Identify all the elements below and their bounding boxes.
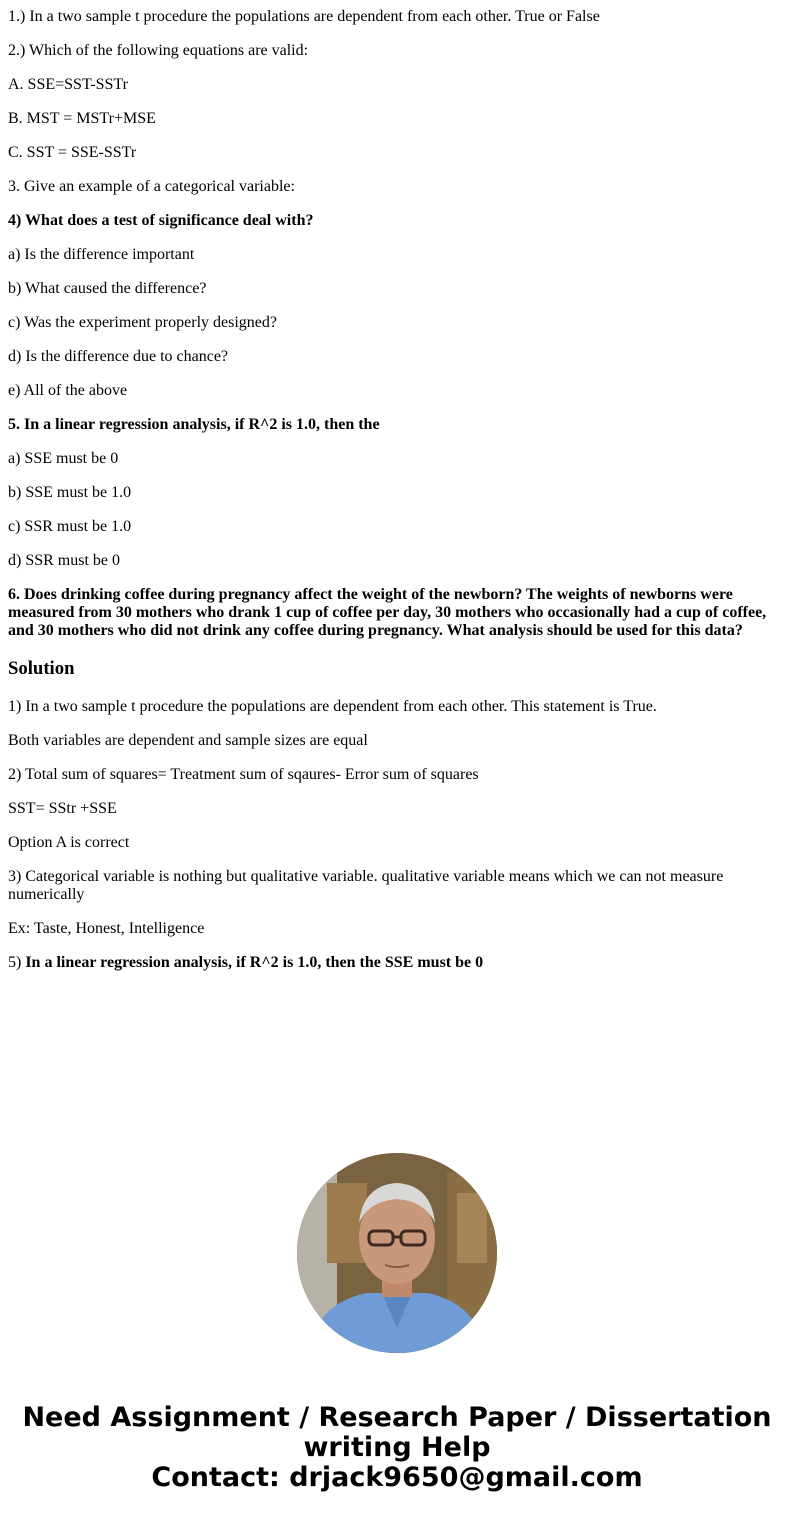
question-5-option-a: a) SSE must be 0: [8, 450, 119, 467]
question-2-option-b: B. MST = MSTr+MSE: [8, 110, 156, 127]
solution-1: 1) In a two sample t procedure the populations are dependent from each other. This statement is True.: [8, 698, 657, 715]
question-4-option-c: c) Was the experiment properly designed?: [8, 314, 277, 331]
question-1: 1.) In a two sample t procedure the populations are dependent from each other. True or False: [8, 8, 600, 25]
solution-5: [8, 954, 786, 972]
solution-3: 3) Categorical variable is nothing but qualitative variable. qualitative variable means which we can not measure numerically: [8, 868, 724, 903]
question-4: 4) What does a test of significance deal with?: [8, 212, 314, 229]
promo-footer: [0, 1153, 794, 1493]
solution-1-note: Both variables are dependent and sample sizes are equal: [8, 732, 368, 749]
question-4-option-d: d) Is the difference due to chance?: [8, 348, 229, 365]
question-6: 6. Does drinking coffee during pregnancy affect the weight of the newborn? The weights of newborns were measured from 30 mothers who drank 1 cup of coffee per day, 30 mothers who occasionally had a cup of coffee, and 30 mothers who did not drink any coffee during pregnancy. What analysis should be used for this data?: [8, 586, 767, 639]
person-photo-icon: [297, 1153, 497, 1353]
solution-5-prefix: 5): [8, 954, 26, 971]
question-5-option-b: b) SSE must be 1.0: [8, 484, 132, 501]
solution-5-answer: In a linear regression analysis, if R^2 is 1.0, then the SSE must be 0: [25, 954, 484, 971]
question-2: 2.) Which of the following equations are valid:: [8, 42, 309, 59]
solution-2-equation: SST= SStr +SSE: [8, 800, 117, 817]
promo-text: [0, 1403, 794, 1493]
solution-3-example: Ex: Taste, Honest, Intelligence: [8, 920, 205, 937]
promo-line-1: Need Assignment / Research Paper / Dissertation writing Help: [22, 1402, 772, 1463]
solution-heading: Solution: [8, 658, 75, 679]
document-content: [8, 0, 786, 988]
solution-2: 2) Total sum of squares= Treatment sum of sqaures- Error sum of squares: [8, 766, 479, 783]
question-4-option-e: e) All of the above: [8, 382, 128, 399]
question-2-option-c: C. SST = SSE-SSTr: [8, 144, 137, 161]
question-4-option-b: b) What caused the difference?: [8, 280, 207, 297]
question-5: 5. In a linear regression analysis, if R^2 is 1.0, then the: [8, 416, 380, 433]
question-2-option-a: A. SSE=SST-SSTr: [8, 76, 128, 93]
question-5-option-c: c) SSR must be 1.0: [8, 518, 132, 535]
question-3: 3. Give an example of a categorical variable:: [8, 178, 295, 195]
solution-2-answer: Option A is correct: [8, 834, 130, 851]
question-5-option-d: d) SSR must be 0: [8, 552, 121, 569]
promo-line-2: Contact: drjack9650@gmail.com: [151, 1462, 643, 1493]
question-4-option-a: a) Is the difference important: [8, 246, 195, 263]
